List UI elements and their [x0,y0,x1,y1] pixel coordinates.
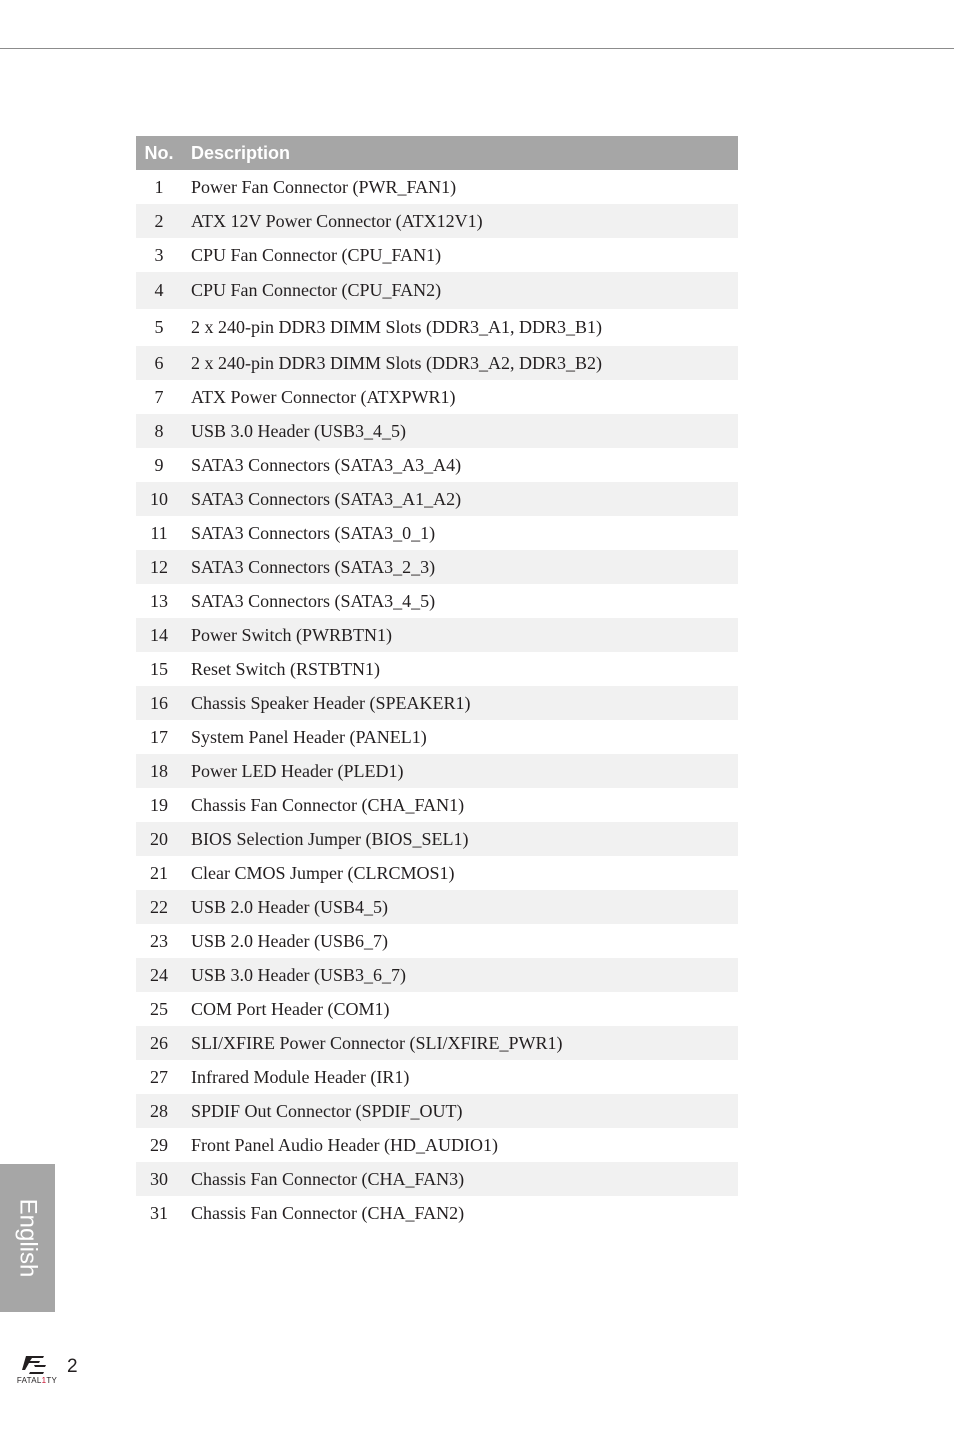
row-number: 20 [150,828,168,849]
header-no: No. [144,142,174,163]
row-number: 16 [150,692,168,713]
table-row [136,924,738,958]
row-description: 2 x 240-pin DDR3 DIMM Slots (DDR3_A1, DDR3_B1) [191,317,603,337]
row-number: 29 [150,1134,168,1155]
row-number: 5 [154,317,164,337]
row-number: 30 [150,1168,168,1189]
row-number: 7 [154,386,164,407]
table-row [136,754,738,788]
table-row [136,788,738,822]
row-number: 12 [150,556,168,577]
page-number: 2 [67,1356,78,1377]
row-description: 2 x 240-pin DDR3 DIMM Slots (DDR3_A2, DDR3_B2) [191,352,603,373]
row-description: Clear CMOS Jumper (CLRCMOS1) [191,862,455,883]
row-description: Chassis Fan Connector (CHA_FAN2) [191,1202,465,1223]
table-row [136,346,738,380]
table-row [136,482,738,516]
header-description: Description [191,142,291,163]
row-description: System Panel Header (PANEL1) [191,726,427,747]
row-number: 6 [154,352,164,373]
row-description: SPDIF Out Connector (SPDIF_OUT) [191,1100,463,1121]
language-tab [0,1164,55,1312]
row-number: 21 [150,862,168,883]
row-description: ATX Power Connector (ATXPWR1) [191,386,456,407]
row-number: 23 [150,930,168,951]
top-divider [0,48,954,49]
table-row [136,1162,738,1196]
table-row [136,1094,738,1128]
table-row [136,652,738,686]
row-description: Front Panel Audio Header (HD_AUDIO1) [191,1134,498,1155]
row-description: Chassis Fan Connector (CHA_FAN1) [191,794,465,815]
table-row [136,1026,738,1060]
row-description: BIOS Selection Jumper (BIOS_SEL1) [191,828,469,849]
table-row [136,856,738,890]
table-row [136,1128,738,1162]
components-table [136,136,738,1230]
row-description: Power Switch (PWRBTN1) [191,624,392,645]
row-description: USB 3.0 Header (USB3_4_5) [191,420,406,441]
table-row [136,550,738,584]
table-row [136,686,738,720]
table-row [136,170,738,204]
row-description: Power LED Header (PLED1) [191,760,404,781]
row-description: SATA3 Connectors (SATA3_A3_A4) [191,454,462,475]
table-row [136,309,738,346]
language-tab-label: English [14,1198,42,1278]
row-number: 8 [154,420,164,441]
row-number: 1 [154,176,164,197]
fatal1ty-mark-icon [10,1352,64,1378]
row-number: 9 [154,454,164,475]
row-description: Reset Switch (RSTBTN1) [191,658,380,679]
table-row [136,238,738,272]
row-number: 14 [150,624,168,645]
row-number: 4 [154,280,164,300]
table-row [136,380,738,414]
row-number: 25 [150,998,168,1019]
row-number: 2 [154,210,164,231]
row-number: 24 [150,964,168,985]
row-description: Chassis Speaker Header (SPEAKER1) [191,692,471,713]
table-row [136,720,738,754]
row-description: SATA3 Connectors (SATA3_A1_A2) [191,488,462,509]
row-number: 17 [150,726,168,747]
table-row [136,958,738,992]
table-body [136,170,738,1230]
row-number: 15 [150,658,168,679]
table-row [136,272,738,309]
row-number: 18 [150,760,168,781]
row-description: CPU Fan Connector (CPU_FAN2) [191,280,442,300]
row-description: COM Port Header (COM1) [191,998,390,1019]
row-number: 31 [150,1202,168,1223]
row-number: 22 [150,896,168,917]
table-row [136,414,738,448]
table-row [136,1060,738,1094]
table-row [136,204,738,238]
row-description: SLI/XFIRE Power Connector (SLI/XFIRE_PWR1) [191,1032,563,1053]
row-number: 13 [150,590,168,611]
table-row [136,584,738,618]
table-row [136,822,738,856]
row-number: 26 [150,1032,168,1053]
row-number: 10 [150,488,168,509]
table-row [136,890,738,924]
table-row [136,618,738,652]
fatal1ty-logo-icon [10,1352,64,1390]
table-header [136,136,738,170]
table-row [136,448,738,482]
table-row [136,1196,738,1230]
row-number: 11 [150,522,168,543]
row-description: USB 3.0 Header (USB3_6_7) [191,964,406,985]
row-number: 3 [154,244,164,265]
table-row [136,992,738,1026]
row-description: Infrared Module Header (IR1) [191,1066,410,1087]
row-description: SATA3 Connectors (SATA3_2_3) [191,556,436,577]
logo-wordmark: FATAL1TY [16,1376,58,1385]
row-number: 28 [150,1100,168,1121]
row-description: ATX 12V Power Connector (ATX12V1) [191,210,483,231]
row-description: Power Fan Connector (PWR_FAN1) [191,176,457,197]
row-description: USB 2.0 Header (USB4_5) [191,896,388,917]
row-description: SATA3 Connectors (SATA3_0_1) [191,522,436,543]
row-description: CPU Fan Connector (CPU_FAN1) [191,244,442,265]
table-row [136,516,738,550]
row-description: Chassis Fan Connector (CHA_FAN3) [191,1168,465,1189]
row-description: SATA3 Connectors (SATA3_4_5) [191,590,436,611]
row-number: 19 [150,794,168,815]
row-description: USB 2.0 Header (USB6_7) [191,930,388,951]
row-number: 27 [150,1066,168,1087]
